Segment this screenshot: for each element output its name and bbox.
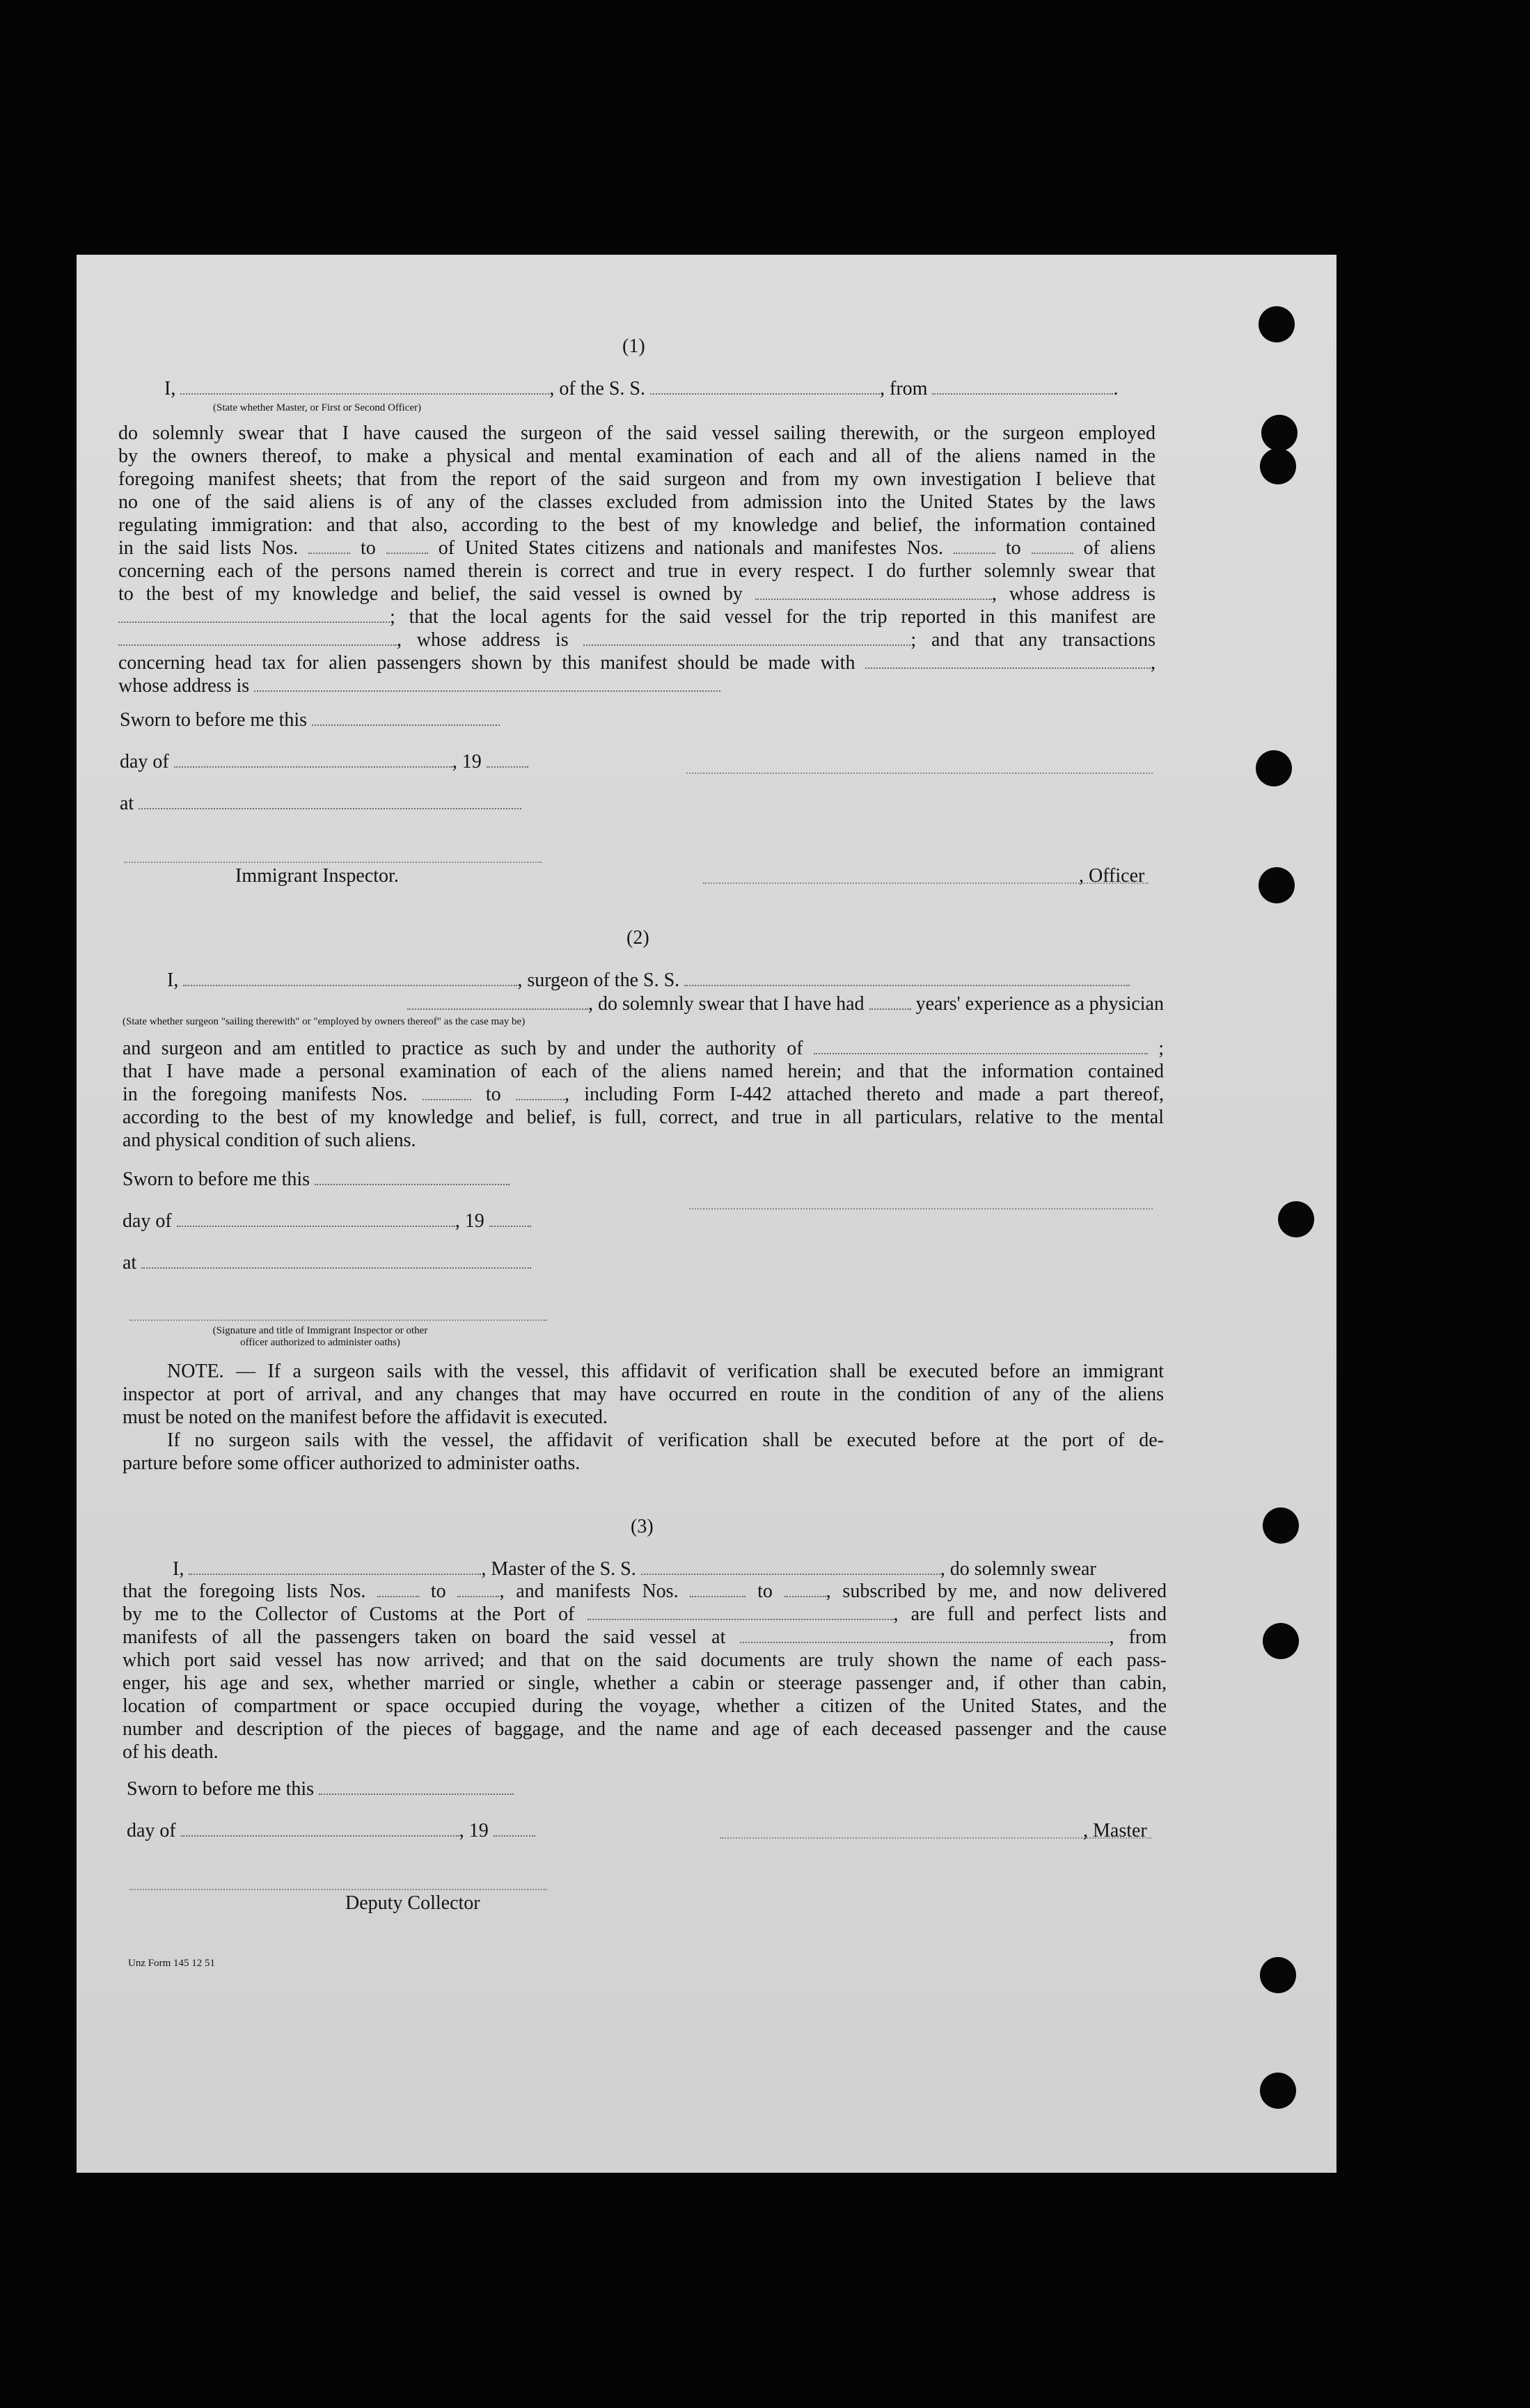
- text: at: [120, 793, 134, 814]
- inspector-signature-line[interactable]: [129, 1320, 547, 1321]
- month-blank[interactable]: [174, 752, 452, 768]
- body-line: foregoing manifest sheets; that from the report of the said surgeon and from my own investigation I believe that: [118, 468, 1156, 490]
- binder-hole: [1260, 448, 1296, 484]
- text: and surgeon and am entitled to practice as such by and under the authority of: [123, 1038, 803, 1059]
- text: Sworn to before me this: [120, 709, 308, 731]
- body-line: [123, 1037, 1164, 1060]
- text: by me to the Collector of Customs at the Port of: [123, 1603, 575, 1625]
- note-line: parture before some officer authorized to administer oaths.: [123, 1452, 581, 1474]
- body-line: [123, 1580, 1167, 1603]
- text: , are full and perfect lists and: [893, 1603, 1167, 1625]
- manifest-no-blank[interactable]: [1032, 539, 1073, 554]
- section-number-1: (1): [622, 335, 645, 357]
- text: to: [485, 1084, 501, 1105]
- body-line: by the owners thereof, to make a physical and mental examination of each and all of the aliens named in the: [118, 445, 1156, 467]
- binder-hole: [1259, 867, 1295, 903]
- vessel-name-blank[interactable]: [650, 379, 880, 395]
- officer-label: , Officer: [1079, 865, 1145, 887]
- text: ,: [1151, 652, 1156, 674]
- text: of aliens: [1083, 537, 1156, 559]
- year-blank[interactable]: [494, 1821, 535, 1837]
- boarding-port-blank[interactable]: [740, 1628, 1109, 1643]
- text: , from: [1109, 1626, 1167, 1648]
- month-blank[interactable]: [177, 1212, 455, 1227]
- note-block: [123, 1360, 1164, 1475]
- binder-hole: [1259, 306, 1295, 342]
- date-blank[interactable]: [312, 711, 500, 726]
- place-blank[interactable]: [141, 1253, 531, 1269]
- list-no-blank[interactable]: [386, 539, 428, 554]
- agent-blank[interactable]: [118, 631, 397, 646]
- body-line: that I have made a personal examination of each of the aliens named herein; and that the information contained: [123, 1061, 1164, 1082]
- text: in the foregoing manifests Nos.: [123, 1084, 408, 1105]
- body-line: [118, 583, 1156, 605]
- body-line: regulating immigration: and that also, according to the best of my knowledge and belief, the information contained: [118, 514, 1156, 536]
- section-2-body: [123, 1037, 1164, 1152]
- text: ; and that any transactions: [910, 629, 1156, 651]
- text: manifests of all the passengers taken on board the said vessel at: [123, 1626, 726, 1648]
- list-no-blank[interactable]: [457, 1582, 499, 1597]
- section-number-3: (3): [631, 1516, 654, 1537]
- name-blank[interactable]: [180, 379, 549, 395]
- day-of-line-3: [127, 1819, 535, 1842]
- text: , do solemnly swear that I have had: [588, 993, 865, 1015]
- date-blank[interactable]: [315, 1170, 510, 1185]
- owner-address-blank[interactable]: [118, 608, 390, 623]
- body-line: of his death.: [123, 1741, 219, 1763]
- sworn-line-2: [123, 1168, 510, 1191]
- binder-hole: [1256, 750, 1292, 786]
- text: of United States citizens and nationals and manifestes Nos.: [438, 537, 943, 559]
- at-line-1: [120, 792, 521, 815]
- master-oath-line: [164, 377, 1236, 400]
- surgeon-signature-line[interactable]: [689, 1208, 1153, 1210]
- month-blank[interactable]: [181, 1821, 459, 1837]
- text: to: [430, 1581, 446, 1602]
- surgeon-state-note: (State whether surgeon "sailing therewith" or "employed by owners thereof" as the case may be): [123, 1016, 526, 1027]
- at-line-2: [123, 1251, 531, 1274]
- text: , whose address is: [397, 629, 569, 651]
- binder-hole: [1278, 1201, 1314, 1237]
- master-name-blank[interactable]: [189, 1560, 481, 1575]
- owner-blank[interactable]: [755, 585, 992, 600]
- body-line: [118, 537, 1156, 560]
- form-footer: Unz Form 145 12 51: [128, 1958, 215, 1969]
- surgeon-name-blank[interactable]: [183, 971, 517, 986]
- immigrant-inspector-label: Immigrant Inspector.: [235, 865, 399, 887]
- body-line: enger, his age and sex, whether married or single, whether a cabin or steerage passenger and, if other than cabin,: [123, 1672, 1167, 1694]
- list-no-blank[interactable]: [308, 539, 350, 554]
- state-note: (State whether Master, or First or Second Officer): [213, 402, 422, 413]
- body-line: do solemnly swear that I have caused the surgeon of the said vessel sailing therewith, or the surgeon employed: [118, 422, 1156, 444]
- surgeon-experience-line: [120, 992, 1164, 1015]
- body-line: [118, 651, 1156, 674]
- text: Sworn to before me this: [123, 1169, 310, 1190]
- text: ; that the local agents for the said vessel for the trip reported in this manifest are: [390, 606, 1156, 628]
- text: I,: [173, 1558, 184, 1580]
- sworn-line-3: [127, 1777, 514, 1800]
- section-1-body: [118, 422, 1156, 697]
- year-blank[interactable]: [487, 752, 528, 768]
- note-line: NOTE. — If a surgeon sails with the vessel, this affidavit of verification shall be executed before an immigrant: [167, 1361, 1164, 1382]
- years-blank[interactable]: [869, 995, 911, 1010]
- text: , 19: [459, 1820, 489, 1841]
- text: , from: [880, 378, 928, 399]
- text: I,: [164, 378, 176, 399]
- inspector-signature-line[interactable]: [124, 862, 542, 863]
- place-blank[interactable]: [139, 794, 521, 809]
- text: in the said lists Nos.: [118, 537, 299, 559]
- body-line: [123, 1083, 1164, 1106]
- signature-note: [160, 1325, 480, 1349]
- text: day of: [123, 1210, 172, 1232]
- text: , surgeon of the S. S.: [517, 969, 680, 991]
- text: day of: [127, 1820, 176, 1841]
- manifest-no-blank[interactable]: [690, 1582, 746, 1597]
- text: to: [361, 537, 376, 559]
- surgeon-capacity-blank[interactable]: [407, 995, 588, 1010]
- text: , do solemnly swear: [940, 1558, 1096, 1580]
- section-number-2: (2): [626, 927, 649, 949]
- binder-hole: [1260, 2073, 1296, 2109]
- text: , subscribed by me, and now delivered: [826, 1581, 1167, 1602]
- text: years' experience as a physician: [915, 993, 1164, 1015]
- head-tax-address-blank[interactable]: [254, 676, 720, 692]
- vessel-name-blank[interactable]: [684, 971, 1130, 986]
- manifest-no-blank[interactable]: [784, 1582, 826, 1597]
- body-line: no one of the said aliens is of any of the classes excluded from admission into the United States by the laws: [118, 491, 1156, 513]
- text: Sworn to before me this: [127, 1778, 315, 1800]
- text: .: [1113, 378, 1119, 399]
- text: to: [757, 1581, 773, 1602]
- head-tax-blank[interactable]: [865, 654, 1151, 669]
- body-line: and physical condition of such aliens.: [123, 1130, 416, 1151]
- text: at: [123, 1252, 137, 1274]
- port-from-blank[interactable]: [932, 379, 1113, 395]
- body-line: which port said vessel has now arrived; and that on the said documents are truly shown the name of each pass-: [123, 1649, 1167, 1671]
- note-line: (Signature and title of Immigrant Inspector or other: [212, 1325, 428, 1336]
- body-line: according to the best of my knowledge and belief, is full, correct, and true in all particulars, relative to the mental: [123, 1107, 1164, 1128]
- body-line: [118, 674, 1156, 697]
- text: whose address is: [118, 675, 250, 697]
- note-line: must be noted on the manifest before the affidavit is executed.: [123, 1407, 608, 1428]
- year-blank[interactable]: [489, 1212, 531, 1227]
- text: to: [1005, 537, 1021, 559]
- binder-hole: [1263, 1623, 1299, 1659]
- section-3-body: [123, 1580, 1167, 1764]
- port-blank[interactable]: [587, 1605, 894, 1620]
- body-line: location of compartment or space occupied during the voyage, whether a citizen of the United States, and the: [123, 1695, 1167, 1717]
- deputy-collector-label: Deputy Collector: [345, 1892, 480, 1914]
- deputy-signature-line[interactable]: [129, 1889, 547, 1890]
- manifest-affidavit-page: [77, 255, 1336, 2173]
- body-line: [123, 1603, 1167, 1626]
- officer-signature-line[interactable]: [686, 773, 1153, 774]
- agent-address-blank[interactable]: [583, 631, 910, 646]
- note-line: If no surgeon sails with the vessel, the affidavit of verification shall be executed before at the port of de-: [167, 1429, 1164, 1451]
- date-blank[interactable]: [319, 1780, 514, 1795]
- manifest-no-blank[interactable]: [516, 1085, 565, 1100]
- text: , Master of the S. S.: [481, 1558, 636, 1580]
- manifest-no-blank[interactable]: [954, 539, 995, 554]
- binder-hole: [1260, 1957, 1296, 1993]
- master-label: , Master: [1083, 1820, 1147, 1841]
- body-line: number and description of the pieces of baggage, and the name and age of each deceased passenger and the cause: [123, 1718, 1167, 1740]
- text: to the best of my knowledge and belief, the said vessel is owned by: [118, 583, 743, 605]
- binder-hole: [1261, 415, 1298, 451]
- text: I,: [167, 969, 179, 991]
- body-line: [123, 1626, 1167, 1649]
- text: , whose address is: [991, 583, 1156, 605]
- sworn-line-1: [120, 708, 500, 731]
- manifest-no-blank[interactable]: [423, 1085, 471, 1100]
- text: , including Form I-442 attached thereto and made a part thereof,: [564, 1084, 1165, 1105]
- authority-blank[interactable]: [814, 1039, 1148, 1054]
- text: day of: [120, 751, 169, 773]
- text: concerning head tax for alien passengers shown by this manifest should be made with: [118, 652, 855, 674]
- vessel-name-blank[interactable]: [641, 1560, 940, 1575]
- text: ;: [1158, 1038, 1165, 1059]
- text: , 19: [455, 1210, 484, 1232]
- text: , of the S. S.: [549, 378, 646, 399]
- day-of-line-1: [120, 750, 528, 773]
- body-line: [118, 628, 1156, 651]
- binder-hole: [1263, 1507, 1299, 1544]
- text: , 19: [452, 751, 482, 773]
- text: that the foregoing lists Nos.: [123, 1581, 366, 1602]
- text: , and manifests Nos.: [499, 1581, 679, 1602]
- day-of-line-2: [123, 1210, 531, 1233]
- master-oath-line-3: [173, 1558, 1096, 1581]
- body-line: concerning each of the persons named therein is correct and true in every respect. I do further solemnly swear that: [118, 560, 1156, 582]
- body-line: [118, 605, 1156, 628]
- note-line: officer authorized to administer oaths): [240, 1337, 400, 1348]
- note-line: inspector at port of arrival, and any changes that may have occurred en route in the condition of any of the aliens: [123, 1384, 1164, 1405]
- list-no-blank[interactable]: [377, 1582, 419, 1597]
- surgeon-oath-line: [167, 969, 1130, 992]
